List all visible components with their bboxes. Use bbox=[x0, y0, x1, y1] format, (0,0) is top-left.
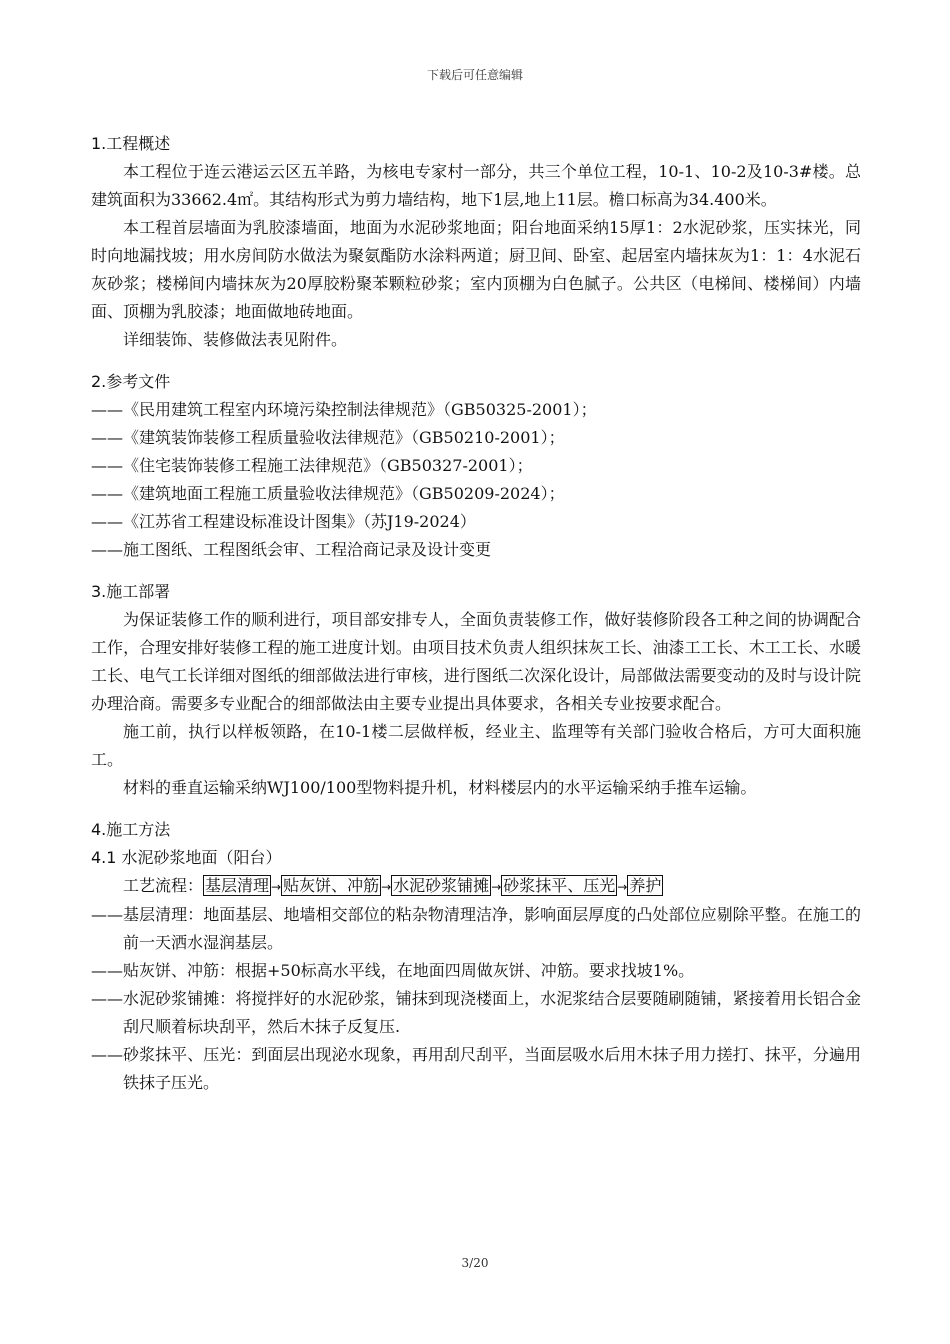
page-number: 3/20 bbox=[461, 1256, 489, 1270]
method-item: ——水泥砂浆铺摊：将搅拌好的水泥砂浆，铺抹到现浇楼面上，水泥浆结合层要随刷随铺，紧接着用长铝合金刮尺顺着标块刮平，然后木抹子反复压. bbox=[91, 989, 861, 1036]
flow-step: 基层清理 bbox=[205, 876, 270, 895]
document-body bbox=[91, 130, 861, 1097]
flow-step: 贴灰饼、冲筋 bbox=[283, 876, 380, 895]
section-3-title: 3.施工部署 bbox=[91, 582, 171, 601]
reference-item: ——《江苏省工程建设标准设计图集》（苏J19-2024） bbox=[91, 512, 476, 531]
arrow-right-icon: → bbox=[271, 880, 282, 894]
method-item: ——贴灰饼、冲筋：根据+50标高水平线，在地面四周做灰饼、冲筋。要求找坡1%。 bbox=[91, 961, 695, 980]
page-header: 下载后可任意编辑 bbox=[426, 68, 523, 82]
process-flow bbox=[91, 872, 861, 901]
method-item: ——砂浆抹平、压光：到面层出现泌水现象，再用刮尺刮平，当面层吸水后用木抹子用力搓打、抹平，分遍用铁抹子压光。 bbox=[91, 1045, 861, 1092]
flow-step: 养护 bbox=[629, 876, 662, 895]
reference-item: ——《住宅装饰装修工程施工法律规范》（GB50327-2001）； bbox=[91, 456, 533, 475]
reference-item: ——施工图纸、工程图纸会审、工程洽商记录及设计变更 bbox=[91, 540, 492, 559]
reference-item: ——《建筑装饰装修工程质量验收法律规范》（GB50210-2001）； bbox=[91, 428, 565, 447]
arrow-right-icon: → bbox=[491, 880, 502, 894]
section-1-paragraph-3: 详细装饰、装修做法表见附件。 bbox=[123, 330, 348, 349]
section-1-title: 1.工程概述 bbox=[91, 134, 171, 153]
arrow-right-icon: → bbox=[381, 880, 392, 894]
section-3-paragraph-3: 材料的垂直运输采纳WJ100/100型物料提升机，材料楼层内的水平运输采纳手推车运输。 bbox=[123, 778, 757, 797]
arrow-right-icon: → bbox=[617, 880, 628, 894]
flow-label: 工艺流程： bbox=[123, 876, 204, 895]
section-3-paragraph-1: 为保证装修工作的顺利进行，项目部安排专人，全面负责装修工作，做好装修阶段各工种之间的协调配合工作，合理安排好装修工程的施工进度计划。由项目技术负责人组织抹灰工长、油漆工工长、木工工长、水暖工长、电气工长详细对图纸的细部做法进行审核，进行图纸二次深化设计，局部做法需要变动的及时与设计院办理洽商。需要多专业配合的细部做法由主要专业提出具体要求，各相关专业按要求配合。 bbox=[91, 610, 861, 713]
section-1-paragraph-2: 本工程首层墙面为乳胶漆墙面，地面为水泥砂浆地面；阳台地面采纳15厚1：2水泥砂浆，压实抹光，同时向地漏找坡；用水房间防水做法为聚氨酯防水涂料两道；厨卫间、卧室、起居室内墙抹灰为1：1：4水泥石灰砂浆；楼梯间内墙抹灰为20厚胶粉聚苯颗粒砂浆；室内顶棚为白色腻子。公共区（电梯间、楼梯间）内墙面、顶棚为乳胶漆；地面做地砖地面。 bbox=[91, 218, 861, 321]
section-2-title: 2.参考文件 bbox=[91, 372, 171, 391]
reference-item: ——《建筑地面工程施工质量验收法律规范》（GB50209-2024）； bbox=[91, 484, 565, 503]
flow-step: 砂浆抹平、压光 bbox=[503, 876, 616, 895]
flow-step: 水泥砂浆铺摊 bbox=[393, 876, 490, 895]
reference-item: ——《民用建筑工程室内环境污染控制法律规范》（GB50325-2001）； bbox=[91, 400, 597, 419]
section-4-title: 4.施工方法 bbox=[91, 820, 171, 839]
subsection-4-1-title: 4.1 水泥砂浆地面（阳台） bbox=[91, 848, 282, 867]
method-item: ——基层清理：地面基层、地墙相交部位的粘杂物清理洁净，影响面层厚度的凸处部位应剔除平整。在施工的前一天洒水湿润基层。 bbox=[91, 905, 861, 952]
section-3-paragraph-2: 施工前，执行以样板领路，在10-1楼二层做样板，经业主、监理等有关部门验收合格后，方可大面积施工。 bbox=[91, 722, 861, 769]
section-1-paragraph-1: 本工程位于连云港运云区五羊路，为核电专家村一部分，共三个单位工程，10-1、10-2及10-3#楼。总建筑面积为33662.4㎡。其结构形式为剪力墙结构，地下1层,地上11层。檐口标高为34.400米。 bbox=[91, 162, 861, 209]
